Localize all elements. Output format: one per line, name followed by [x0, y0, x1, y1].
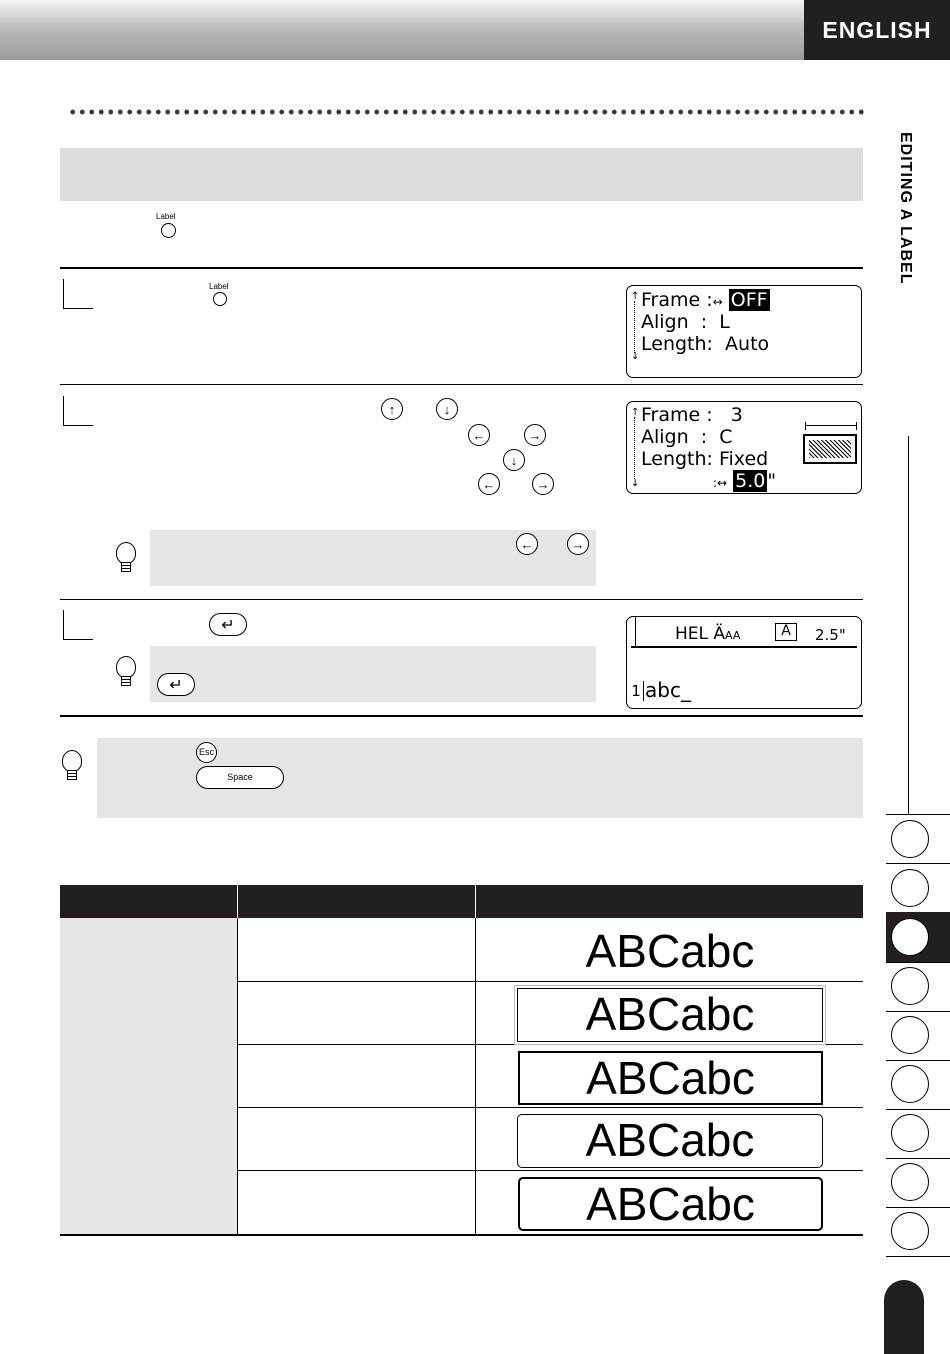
lcd-font-indicator: HEL: [675, 624, 708, 644]
down-arrow-key-icon-2: ↓: [503, 449, 525, 471]
language-tab: ENGLISH: [804, 0, 950, 60]
right-arrow-key-icon-2: →: [532, 473, 554, 495]
side-vertical-line: [908, 436, 909, 814]
header-gradient-highlight: [0, 0, 804, 22]
chapter-tab-line: [886, 814, 950, 815]
step1-lcd-display: ↑ ↓ Frame :↔ OFF Align : L Length: Auto: [626, 285, 862, 378]
scroll-down-icon: ↓: [631, 351, 640, 362]
scroll-down-icon: ↓: [631, 478, 640, 489]
table-row-line: [238, 1107, 863, 1108]
scroll-track: [634, 301, 635, 353]
lcd-tape-indicator: 2.5": [815, 626, 846, 644]
lcd-style-indicator: A: [775, 623, 797, 641]
lcd-length-unit: ": [767, 470, 777, 492]
step-divider-2: [60, 599, 863, 600]
up-arrow-key-icon: ↑: [381, 398, 403, 420]
lcd-length-value: Fixed: [718, 448, 769, 470]
lcd-frame-label: Frame: [641, 289, 701, 311]
lcd-frame-value: OFF: [730, 289, 768, 311]
frame-sample-thin: ABCabc: [517, 988, 823, 1042]
frame-preview-icon: [803, 434, 857, 464]
lcd-align-label: Align: [641, 311, 689, 333]
lcd-length-label: Length:: [641, 333, 713, 355]
chapter-tab-1[interactable]: [891, 820, 929, 858]
step1-label-key-caption: Label: [209, 282, 229, 291]
tip-right-arrow-key-icon: →: [567, 533, 589, 555]
lcd-length-value: Auto: [725, 333, 770, 355]
table-col-line: [475, 918, 476, 1234]
side-title: EDITING A LABEL: [897, 132, 914, 285]
table-col-line: [237, 918, 238, 1234]
hint-bulb-icon: [116, 542, 136, 564]
lcd-size-indicator: AA: [725, 629, 741, 642]
step3-tip-box: [150, 646, 596, 702]
lcd-frame-label: Frame: [641, 404, 701, 426]
step-divider-top: [60, 267, 863, 269]
lcd-align-value: L: [719, 311, 730, 333]
chapter-tab-5[interactable]: [891, 1016, 929, 1054]
scroll-track: [634, 417, 635, 479]
chapter-tab-3[interactable]: [891, 918, 929, 956]
left-arrow-key-icon: ←: [468, 424, 490, 446]
left-arrow-key-icon-2: ←: [478, 473, 500, 495]
chapter-tab-line: [886, 1256, 950, 1257]
step3-number-box: [63, 610, 93, 640]
step3-lcd-display: [626, 616, 862, 709]
hint-bulb-base: [67, 770, 77, 780]
step2-number-box: [63, 396, 93, 426]
label-key-caption: Label: [156, 212, 176, 221]
tip-left-arrow-key-icon: ←: [516, 533, 538, 555]
hint-bulb-icon: [62, 750, 82, 772]
table-category-cell: [60, 918, 238, 1234]
chapter-tab-4[interactable]: [891, 967, 929, 1005]
chapter-tab-8[interactable]: [891, 1163, 929, 1201]
hint-bulb-base: [121, 562, 131, 572]
esc-key-icon: Esc: [196, 742, 217, 763]
chapter-tab-line: [886, 1207, 950, 1208]
lcd-width-indicator: Ä: [713, 624, 726, 644]
space-key-icon: Space: [196, 766, 284, 789]
section-heading-bar: [60, 148, 863, 201]
down-arrow-key-icon: ↓: [436, 398, 458, 420]
scroll-up-icon: ↑: [631, 407, 640, 418]
chapter-tab-6[interactable]: [891, 1065, 929, 1103]
dotted-divider: [68, 108, 864, 116]
step1-number-box: [63, 279, 93, 309]
frame-sample-rounded-thick: ABCabc: [518, 1177, 823, 1231]
chapter-tab-line: [886, 1060, 950, 1061]
tip-enter-key-icon: ↵: [157, 673, 195, 696]
right-arrow-key-icon: →: [524, 424, 546, 446]
chapter-tab-7[interactable]: [891, 1114, 929, 1152]
table-bottom-line: [60, 1234, 863, 1236]
lcd-text-line: abc_: [645, 678, 691, 702]
chapter-tab-line: [886, 962, 950, 963]
frame-sample-thick: ABCabc: [518, 1051, 823, 1105]
page-number-tab: [884, 1280, 924, 1354]
step-divider-bottom: [60, 715, 863, 717]
lcd-length-label: Length:: [641, 448, 713, 470]
table-header: [60, 885, 863, 918]
chapter-tab-2[interactable]: [891, 869, 929, 907]
lcd-align-value: C: [719, 426, 733, 448]
table-header-separator: [475, 885, 476, 918]
chapter-tab-line: [886, 1109, 950, 1110]
enter-key-icon: ↵: [209, 613, 247, 636]
length-dimension-icon: [805, 422, 857, 430]
chapter-tab-line: [886, 1158, 950, 1159]
step1-label-key-icon: [213, 292, 227, 306]
chapter-tab-line: [886, 863, 950, 864]
scroll-up-icon: ↑: [631, 291, 640, 302]
step2-lcd-display: ↑ ↓ Frame : 3 Align : C Length: Fixed :↔ 5.0 ": [626, 401, 862, 494]
chapter-tab-line: [886, 1011, 950, 1012]
lcd-length-number: 5.0: [735, 470, 766, 492]
label-key-icon: [161, 223, 176, 238]
table-row-line: [238, 1044, 863, 1045]
chapter-tab-9[interactable]: [891, 1212, 929, 1250]
table-row-line: [238, 1170, 863, 1171]
hint-bulb-base: [121, 676, 131, 686]
lcd-block-number: 1: [629, 681, 644, 701]
table-row-line: [238, 981, 863, 982]
lcd-align-label: Align: [641, 426, 689, 448]
frame-sample-rounded-thin: ABCabc: [517, 1114, 823, 1168]
hint-bulb-icon: [116, 656, 136, 678]
frame-sample-none: ABCabc: [585, 925, 755, 977]
step-divider-1: [60, 384, 863, 385]
table-header-separator: [237, 885, 238, 918]
lcd-frame-value: 3: [730, 404, 743, 426]
